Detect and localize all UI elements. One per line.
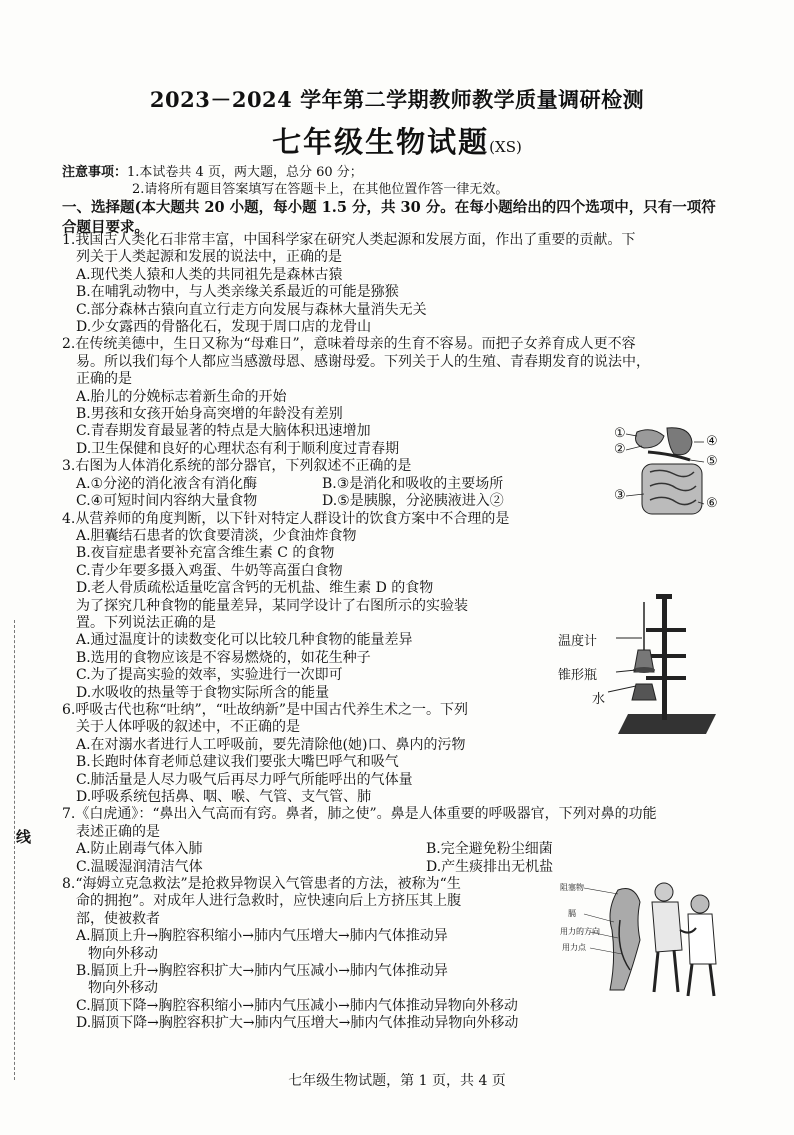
- question-stem: 1.我国古人类化石非常丰富，中国科学家在研究人类起源和发展方面，作出了重要的贡献。下: [62, 232, 636, 248]
- question-stem: 4.从营养师的角度判断，以下针对特定人群设计的饮食方案中不合理的是: [62, 510, 510, 527]
- heimlich-maneuver-figure: [560, 880, 728, 1000]
- notice-line-2: 2.请将所有题目答案填写在答题卡上，在其他位置作答一律无效。: [132, 182, 509, 197]
- option-d: D.水吸收的热量等于食物实际所含的能量: [76, 684, 330, 701]
- option-c: C.肺活量是人尽力吸气后再尽力呼气所能呼出的气体量: [76, 771, 413, 788]
- question-stem: 为了探究几种食物的能量差异，某同学设计了右图所示的实验装: [76, 597, 468, 614]
- question-stem: 关于人体呼吸的叙述中，不正确的是: [76, 719, 300, 736]
- question-stem: 正确的是: [76, 371, 132, 388]
- option-a: A.胆囊结石患者的饮食要清淡，少食油炸食物: [76, 527, 357, 544]
- option-d: D.产生痰排出无机盐: [426, 858, 554, 875]
- option-c: C.膈顶下降→胸腔容积缩小→肺内气压减小→肺内气体推动异物向外移动: [76, 997, 518, 1014]
- option-c: C.为了提高实验的效率，实验进行一次即可: [76, 667, 343, 684]
- figure-label: ①: [614, 426, 626, 441]
- question-stem: 部，使被救者: [76, 910, 160, 927]
- option-c: C.青春期发育最显著的特点是大脑体积迅速增加: [76, 423, 371, 440]
- question-stem: 列关于人类起源和发展的说法中，正确的是: [76, 249, 342, 266]
- option-b: B.③是消化和吸收的主要场所: [322, 475, 504, 492]
- option-c: C.部分森林古猿向直立行走方向发展与森林大量消失无关: [76, 301, 427, 318]
- option-a: A.胎儿的分娩标志着新生命的开始: [76, 388, 287, 405]
- option-c: C.青少年要多摄入鸡蛋、牛奶等高蛋白食物: [76, 562, 343, 579]
- option-c: C.④可短时间内容纳大量食物: [76, 493, 258, 510]
- option-b: B.完全避免粉尘细菌: [426, 841, 553, 858]
- figure-label: ⑤: [706, 454, 718, 469]
- figure-label: 阻塞物: [560, 883, 584, 892]
- subject-title-line: [0, 120, 794, 161]
- question-1: [62, 232, 732, 336]
- flask-label: 锥形瓶: [558, 668, 598, 683]
- water-label: 水: [592, 692, 606, 707]
- option-d: D.⑤是胰腺，分泌胰液进入②: [322, 493, 504, 510]
- question-stem: 置。下列说法正确的是: [76, 614, 216, 631]
- figure-label: 用力点: [562, 943, 586, 952]
- option-b: B.夜盲症患者要补充富含维生素 C 的食物: [76, 545, 335, 562]
- option-b: B.长跑时体育老师总建议我们要张大嘴巴呼气和吸气: [76, 754, 399, 771]
- binding-line: [14, 620, 16, 1080]
- question-stem: 3.右图为人体消化系统的部分器官，下列叙述不正确的是: [62, 458, 412, 475]
- option-b: B.选用的食物应该是不容易燃烧的，如花生种子: [76, 649, 371, 666]
- binding-mark: 线: [16, 828, 32, 846]
- question-stem: 命的拥抱”。对成年人进行急救时，应快速向后上方挤压其上腹: [76, 893, 462, 910]
- subject-title: 七年级生物试题: [272, 125, 490, 159]
- option-b-cont: 物向外移动: [88, 980, 158, 997]
- option-a: A.通过温度计的读数变化可以比较几种食物的能量差异: [76, 632, 413, 649]
- notice-line-1: 1.本试卷共 4 页，两大题，总分 60 分；: [127, 165, 363, 180]
- option-b: B.男孩和女孩开始身高突增的年龄没有差别: [76, 406, 343, 423]
- option-b: B.在哺乳动物中，与人类亲缘关系最近的可能是猕猴: [76, 284, 399, 301]
- question-7: [62, 806, 732, 876]
- option-d: D.卫生保健和良好的心理状态有利于顺利度过青春期: [76, 440, 400, 457]
- option-a: A.防止剧毒气体入肺: [76, 841, 203, 858]
- figure-label: ⑥: [706, 496, 718, 511]
- option-a: A.膈顶上升→胸腔容积缩小→肺内气压增大→肺内气体推动异: [76, 928, 448, 945]
- notice-block: [62, 164, 508, 198]
- question-stem: 8.“海姆立克急救法”是抢救异物误入气管患者的方法，被称为“生: [62, 876, 461, 893]
- option-d: D.少女露西的骨骼化石，发现于周口店的龙骨山: [76, 319, 372, 336]
- figure-label: ②: [614, 442, 626, 457]
- thermometer-label: 温度计: [558, 634, 598, 649]
- option-a: A.①分泌的消化液含有消化酶: [76, 475, 258, 492]
- question-stem: 6.呼吸古代也称“吐纳”，“吐故纳新”是中国古代养生术之一。下列: [62, 701, 468, 718]
- digestive-system-figure: [612, 424, 722, 524]
- option-a: A.在对溺水者进行人工呼吸前，要先清除他(她)口、鼻内的污物: [76, 736, 466, 753]
- figure-label: 用力的方向: [560, 927, 600, 936]
- notice-label: 注意事项：: [62, 165, 128, 180]
- calorimeter-apparatus-figure: [556, 588, 724, 750]
- question-stem: 表述正确的是: [76, 823, 160, 840]
- subject-code: (XS): [489, 138, 522, 156]
- figure-label: 膈: [568, 909, 576, 918]
- option-c: C.温暖湿润清洁气体: [76, 858, 203, 875]
- question-stem: 易。所以我们每个人都应当感激母恩、感谢母爱。下列关于人的生殖、青春期发育的说法中，: [76, 353, 650, 370]
- option-a: A.现代类人猿和人类的共同祖先是森林古猿: [76, 266, 343, 283]
- option-a-cont: 物向外移动: [88, 945, 158, 962]
- option-d: D.膈顶下降→胸腔容积扩大→肺内气压增大→肺内气体推动异物向外移动: [76, 1015, 519, 1032]
- option-b: B.膈顶上升→胸腔容积扩大→肺内气压减小→肺内气体推动异: [76, 963, 448, 980]
- exam-title: 2023－2024 学年第二学期教师教学质量调研检测: [149, 87, 645, 112]
- option-d: D.老人骨质疏松适量吃富含钙的无机盐、维生素 D 的食物: [76, 580, 434, 597]
- figure-label: ③: [614, 488, 626, 503]
- option-d: D.呼吸系统包括鼻、咽、喉、气管、支气管、肺: [76, 789, 372, 805]
- question-stem: 2.在传统美德中，生日又称为“母难日”，意味着母亲的生育不容易。而把子女养育成人更不容: [62, 336, 636, 353]
- figure-label: ④: [706, 434, 718, 449]
- heimlich-illustration: [560, 880, 728, 1000]
- question-stem: 7.《白虎通》：“鼻出入气高而有窍。鼻者，肺之使”。鼻是人体重要的呼吸器官，下列对鼻的功能: [62, 806, 657, 823]
- section-1-title: 一、选择题(本大题共 20 小题，每小题 1.5 分，共 30 分。在每小题给出的四个选项中，只有一项符合题目要求。: [62, 199, 716, 236]
- page-footer: 七年级生物试题，第 1 页，共 4 页: [288, 1073, 506, 1089]
